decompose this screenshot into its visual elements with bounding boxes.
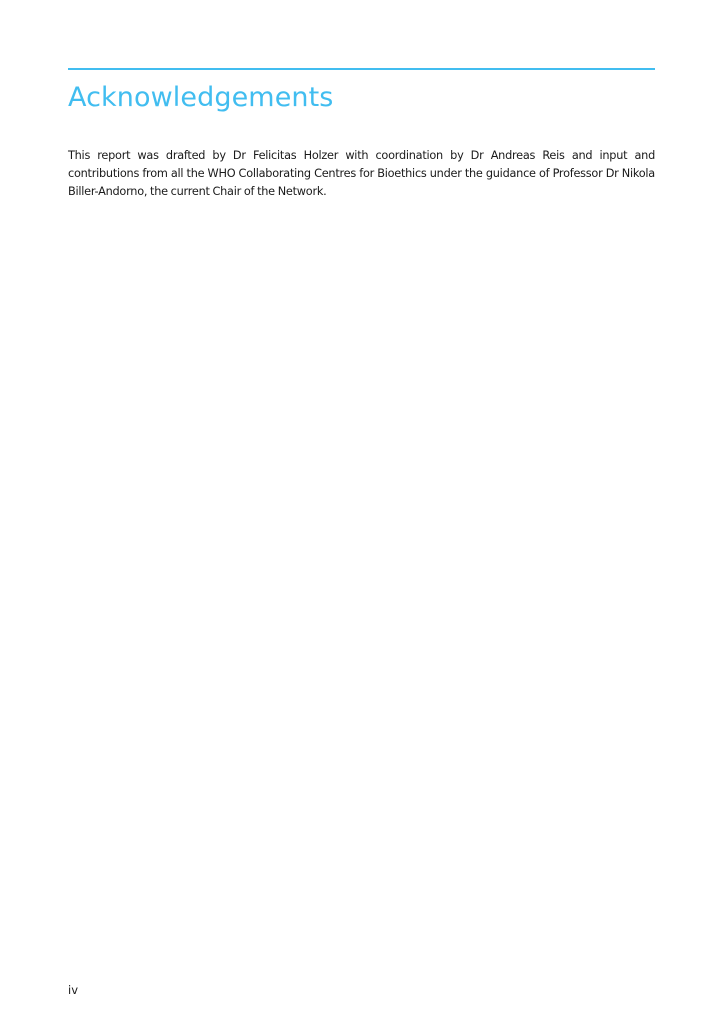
acknowledgements-paragraph: This report was drafted by Dr Felicitas Holzer with coordination by Dr Andreas Reis and input and contributions from all the WHO Collaborating Centres for Bioethics under the guidance of Professor Dr Nikola Biller-Andorno, the current Chair of the Network.: [68, 149, 655, 198]
page-number: iv: [68, 983, 79, 997]
page-title: Acknowledgements: [68, 82, 334, 113]
top-divider-rule: [68, 68, 655, 70]
